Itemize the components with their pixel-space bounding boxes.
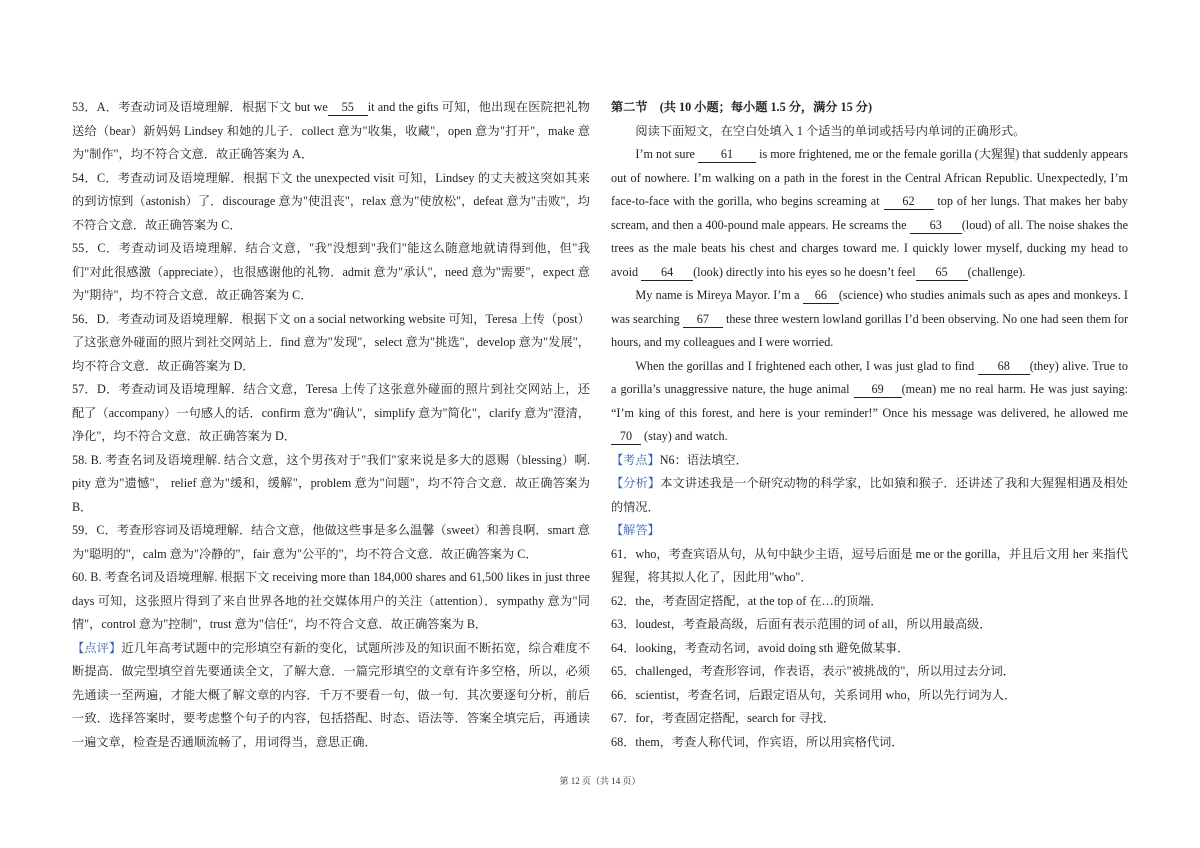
passage-paragraph-1: I’m not sure 61 is more frightened, me or the female gorilla (大猩猩) that suddenly appears out of nowhere. I’m walking on a path in the forest in the Central African Republic. Unexpectedly, I’m face-to-face with the gorilla, who begins screaming at 62 top of her lungs. That makes her baby scream, and then a 400-pound male appears. He screams the 63 (loud) of all. The noise shakes the trees as the male beats his chest and charges toward me. I quickly lower myself, ducking my head to avoid 64 (look) directly into his eyes so he doesn’t feel 65 (challenge). — [611, 147, 1129, 279]
answer-68: 68．them，考查人称代词，作宾语，所以用宾格代词． — [611, 734, 904, 749]
comment-text: 近几年高考试题中的完形填空有新的变化，试题所涉及的知识面不断拓宽，综合难度不断提高．做完型填空首先要通读全文，了解大意．一篇完形填空的文章有许多空格，所以，必须先通读一至两遍，才能大概了解文章的内容．千万不要看一句，做一句．其次要逐句分析，前后一致．选择答案时，要考虑整个句子的内容，包括搭配、时态、语法等．答案全填完后，再通读一遍文章，检查是否通顺流畅了，用词得当，意思正确． — [72, 640, 591, 749]
page-footer: 第 12 页（共 14 页） — [559, 776, 641, 786]
answer-60: 60. B. 考查名词及语境理解. 根据下文 receiving more than 184,000 shares and 61,500 likes in just three days 可知，这张照片得到了来自世界各地的社交媒体用户的关注（attention）．sympathy 意为"同情"，control 意为"控制"，trust 意为"信任"，均不符合文意．故正确答案为 B． — [72, 570, 590, 631]
blank-55: 55 — [328, 100, 368, 116]
fenxi-section: 【分析】本文讲述我是一个研究动物的科学家，比如猿和猴子．还讲述了我和大猩猩相遇及相处的情况． — [611, 476, 1128, 514]
section-title: 第二节 (共 10 小题；每小题 1.5 分，满分 15 分) — [611, 100, 873, 114]
passage-paragraph-3: When the gorillas and I frightened each other, I was just glad to find 68 (they) alive. True to a gorilla’s unaggressive nature, the huge animal 69 (mean) me no real harm. He was just saying: “I’m king of this forest, and here is your reminder!” Once his message was delivered, he allowed me 70 (stay) and watch. — [611, 358, 1128, 443]
answer-59: 59．C．考查形容词及语境理解．结合文意，他做这些事是多么温馨（sweet）和善良啊．smart 意为"聪明的"，calm 意为"冷静的"，fair 意为"公平的"，均不符合文意．故正确答案为 C． — [72, 523, 590, 561]
answer-62: 62．the，考查固定搭配，at the top of 在…的顶端． — [611, 593, 883, 608]
answer-65: 65．challenged，考查形容词，作表语，表示"被挑战的"，所以用过去分词． — [611, 664, 1015, 678]
blank-63: 63 — [910, 218, 962, 234]
left-column — [72, 96, 590, 754]
comment-section — [72, 637, 590, 755]
answer-61: 61．who，考查宾语从句，从句中缺少主语，逗号后面是 me or the gorilla，并且后文用 her 来指代猩猩，将其拟人化了，因此用"who"． — [611, 546, 1128, 584]
comment-tag: 【点评】 — [72, 640, 122, 655]
answer-57: 57．D．考查动词及语境理解．结合文意，Teresa 上传了这张意外碰面的照片到社交网站上，还配了（accompany）一句感人的话．confirm 意为"确认"，simplify 意为"简化"，clarify 意为"澄清，净化"，均不符合文意．故正确答案为 D． — [72, 382, 590, 443]
instruction: 阅读下面短文，在空白处填入 1 个适当的单词或括号内单词的正确形式。 — [635, 123, 1026, 138]
blank-66: 66 — [803, 288, 839, 304]
kaodian-section: 【考点】N6：语法填空． — [611, 452, 748, 467]
answer-63: 63．loudest，考查最高级，后面有表示范围的词 of all，所以用最高级． — [611, 617, 992, 631]
blank-61: 61 — [698, 147, 756, 163]
jieda-section — [611, 519, 1128, 543]
answer-66: 66．scientist，考查名词，后跟定语从句，关系词用 who，所以先行词为人． — [611, 687, 1017, 702]
passage-paragraph-2: My name is Mireya Mayor. I’m a 66 (science) who studies animals such as apes and monkeys. I was searching 67 these three western lowland gorillas I’d been observing. No one had seen them for hours, and my colleagues and I were worried. — [611, 288, 1129, 349]
answer-64: 64．looking，考查动名词，avoid doing sth 避免做某事． — [611, 640, 910, 655]
kaodian-tag: 【考点】 — [611, 452, 660, 467]
blank-67: 67 — [683, 312, 723, 328]
answer-56: 56．D．考查动词及语境理解．根据下文 on a social networking website 可知，Teresa 上传（post）了这张意外碰面的照片到社交网站上．find 意为"发现"，select 意为"挑选"，develop 意为"发展"，均不符合文意．故正确答案为 D． — [72, 311, 590, 373]
right-column — [611, 96, 1128, 754]
answer-54: 54．C．考查动词及语境理解．根据下文 the unexpected visit 可知，Lindsey 的丈夫被这突如其来的到访惊到（astonish）了．discourage 意为"使沮丧"，relax 意为"使放松"，defeat 意为"击败"，均不符合文意．故正确答案为 C． — [72, 170, 590, 232]
blank-64: 64 — [641, 265, 693, 281]
blank-69: 69 — [854, 382, 902, 398]
answer-58: 58. B. 考查名词及语境理解. 结合文意，这个男孩对于"我们"家来说是多大的恩赐（blessing）啊. pity 意为"遗憾"， relief 意为"缓和，缓解"，problem 意为"问题"，均不符合文意．故正确答案为 B． — [72, 452, 590, 514]
blank-65: 65 — [916, 265, 968, 281]
blank-62: 62 — [884, 194, 934, 210]
blank-70: 70 — [611, 429, 641, 445]
answer-53: 53．A．考查动词及语境理解．根据下文 but we 55 it and the gifts 可知，他出现在医院把礼物送给（bear）新妈妈 Lindsey 和她的儿子．collect 意为"收集，收藏"，open 意为"打开"，make 意为"制作"，均不符合文意．故正确答案为 A． — [72, 100, 590, 161]
answer-67: 67．for，考查固定搭配，search for 寻找． — [611, 711, 836, 725]
answer-55: 55．C．考查动词及语境理解．结合文意，"我"没想到"我们"能这么随意地就请得到他，但"我们"对此很感激（appreciate），也很感谢他的礼物．admit 意为"承认"，need 意为"需要"，expect 意为"期待"，均不符合文意．故正确答案为 C． — [72, 241, 590, 302]
jieda-tag: 【解答】 — [611, 523, 660, 537]
fenxi-tag: 【分析】 — [611, 476, 661, 490]
blank-68: 68 — [978, 359, 1030, 375]
